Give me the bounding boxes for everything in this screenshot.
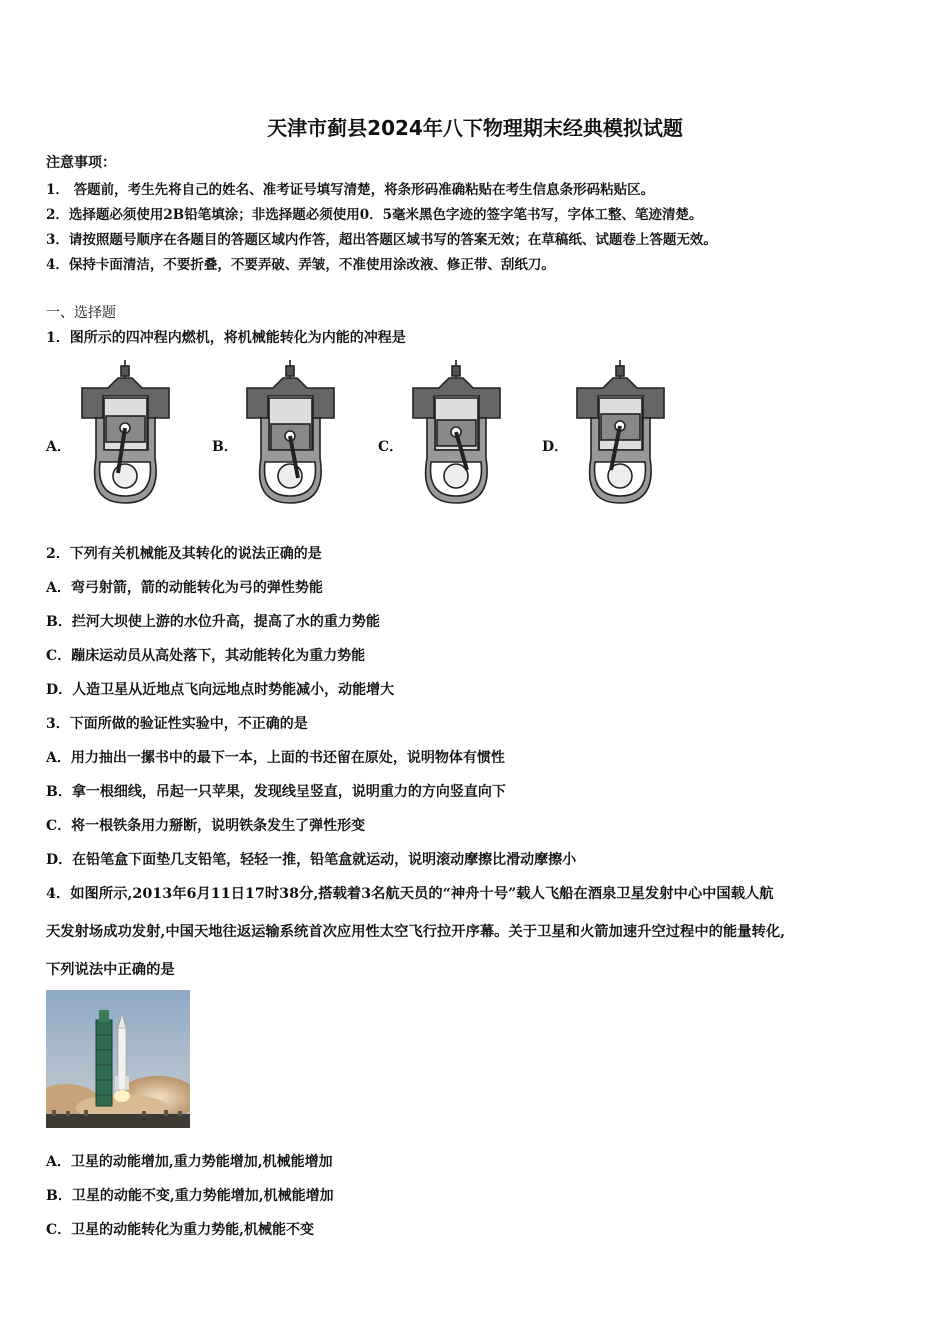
section-heading: 一、选择题: [46, 305, 116, 321]
notice-item-1: 1． 答题前，考生先将自己的姓名、准考证号填写清楚，将条形码准确粘贴在考生信息条形码粘贴区。: [46, 182, 655, 198]
q2-stem: 2．下列有关机械能及其转化的说法正确的是: [46, 546, 322, 562]
engine-diagram-c: [409, 358, 504, 508]
q3-option-d: D．在铅笔盒下面垫几支铅笔，轻轻一推，铅笔盒就运动，说明滚动摩擦比滑动摩擦小: [46, 852, 577, 868]
q4-stem-line-1: 4．如图所示,2013年6月11日17时38分,搭载着3名航天员的“神舟十号”载人飞船在酒泉卫星发射中心中国载人航: [46, 886, 774, 902]
q4-stem-line-2: 天发射场成功发射,中国天地往返运输系统首次应用性太空飞行拉开序幕。关于卫星和火箭加速升空过程中的能量转化,: [46, 924, 786, 940]
q4-option-a: A．卫星的动能增加,重力势能增加,机械能增加: [46, 1154, 333, 1170]
engine-diagram-d: [573, 358, 668, 508]
q2-option-b: B．拦河大坝使上游的水位升高，提高了水的重力势能: [46, 614, 380, 630]
q1-stem: 1．图所示的四冲程内燃机，将机械能转化为内能的冲程是: [46, 330, 406, 346]
q2-option-d: D．人造卫星从近地点飞向远地点时势能减小，动能增大: [46, 682, 395, 698]
q4-option-b: B．卫星的动能不变,重力势能增加,机械能增加: [46, 1188, 334, 1204]
engine-diagram-a: [78, 358, 173, 508]
notice-item-3: 3．请按照题号顺序在各题目的答题区域内作答，超出答题区域书写的答案无效；在草稿纸、试题卷上答题无效。: [46, 232, 717, 248]
notice-item-2: 2．选择题必须使用2B铅笔填涂；非选择题必须使用0．5毫米黑色字迹的签字笔书写，字体工整、笔迹清楚。: [46, 207, 703, 223]
q1-option-a: A．: [46, 439, 71, 455]
notice-item-4: 4．保持卡面清洁，不要折叠，不要弄破、弄皱，不准使用涂改液、修正带、刮纸刀。: [46, 257, 555, 273]
q4-stem-line-3: 下列说法中正确的是: [46, 962, 175, 978]
page-title: 天津市蓟县2024年八下物理期末经典模拟试题: [267, 116, 683, 140]
q2-option-c: C．蹦床运动员从高处落下，其动能转化为重力势能: [46, 648, 366, 664]
q4-option-c: C．卫星的动能转化为重力势能,机械能不变: [46, 1222, 315, 1238]
q1-option-c: C．: [378, 439, 404, 455]
q1-option-d: D．: [542, 439, 569, 455]
q1-option-b: B．: [212, 439, 238, 455]
notice-header: 注意事项：: [46, 155, 116, 171]
q2-option-a: A．弯弓射箭，箭的动能转化为弓的弹性势能: [46, 580, 323, 596]
q3-option-c: C．将一根铁条用力掰断，说明铁条发生了弹性形变: [46, 818, 366, 834]
engine-diagram-b: [243, 358, 338, 508]
q3-option-a: A．用力抽出一摞书中的最下一本，上面的书还留在原处，说明物体有惯性: [46, 750, 505, 766]
q3-option-b: B．拿一根细线，吊起一只苹果，发现线呈竖直，说明重力的方向竖直向下: [46, 784, 506, 800]
rocket-launch-photo: [46, 990, 190, 1128]
q3-stem: 3．下面所做的验证性实验中，不正确的是: [46, 716, 308, 732]
